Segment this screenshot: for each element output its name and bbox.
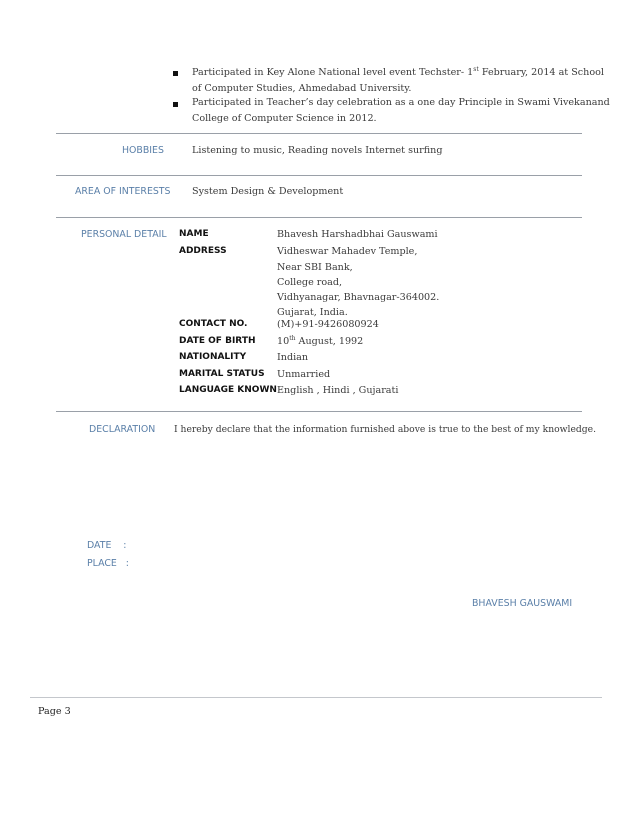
achievement-item-1-cont: of Computer Studies, Ahmedabad University. <box>192 83 412 94</box>
page-number: Page 3 <box>38 706 71 717</box>
declaration-label: DECLARATION <box>89 424 156 435</box>
address-line-2: Near SBI Bank, <box>277 262 353 273</box>
address-field-label: ADDRESS <box>179 246 227 256</box>
achievement-item-2: Participated in Teacher’s day celebration as a one day Principle in Swami Vivekanand <box>192 97 610 108</box>
declaration-text: I hereby declare that the information furnished above is true to the best of my knowledge. <box>174 424 597 435</box>
address-line-5: Gujarat, India. <box>277 307 348 318</box>
name-value: Bhavesh Harshadbhai Gauswami <box>277 229 438 240</box>
address-line-3: College road, <box>277 277 343 288</box>
section-divider <box>56 217 582 218</box>
place-label: PLACE : <box>87 558 129 569</box>
address-line-4: Vidhyanagar, Bhavnagar-364002. <box>277 292 440 303</box>
name-field-label: NAME <box>179 229 209 239</box>
marital-field-label: MARITAL STATUS <box>179 369 265 379</box>
achievement-item-2-cont: College of Computer Science in 2012. <box>192 113 377 124</box>
dob-field-label: DATE OF BIRTH <box>179 336 256 346</box>
bullet-marker <box>173 71 178 76</box>
contact-field-label: CONTACT NO. <box>179 319 248 329</box>
address-line-1: Vidheswar Mahadev Temple, <box>277 246 418 257</box>
interests-value: System Design & Development <box>192 186 344 197</box>
interests-label: AREA OF INTERESTS <box>75 186 171 197</box>
nationality-field-label: NATIONALITY <box>179 352 247 362</box>
marital-value: Unmarried <box>277 369 331 380</box>
achievement-item-1: Participated in Key Alone National level event Techster- 1st February, 2014 at School <box>192 65 604 78</box>
signature-name: BHAVESH GAUSWAMI <box>472 598 573 609</box>
footer-divider <box>30 697 602 698</box>
dob-value: 10th August, 1992 <box>277 334 364 347</box>
language-value: English , Hindi , Gujarati <box>277 385 399 396</box>
date-label: DATE : <box>87 540 127 551</box>
contact-value: (M)+91-9426080924 <box>277 319 379 330</box>
section-divider <box>56 133 582 134</box>
personal-detail-label: PERSONAL DETAIL <box>81 229 167 240</box>
hobbies-label: HOBBIES <box>122 145 164 156</box>
bullet-marker <box>173 102 178 107</box>
nationality-value: Indian <box>277 352 309 363</box>
hobbies-value: Listening to music, Reading novels Internet surfing <box>192 145 443 156</box>
language-field-label: LANGUAGE KNOWN <box>179 385 277 395</box>
section-divider <box>56 175 582 176</box>
section-divider <box>56 411 582 412</box>
